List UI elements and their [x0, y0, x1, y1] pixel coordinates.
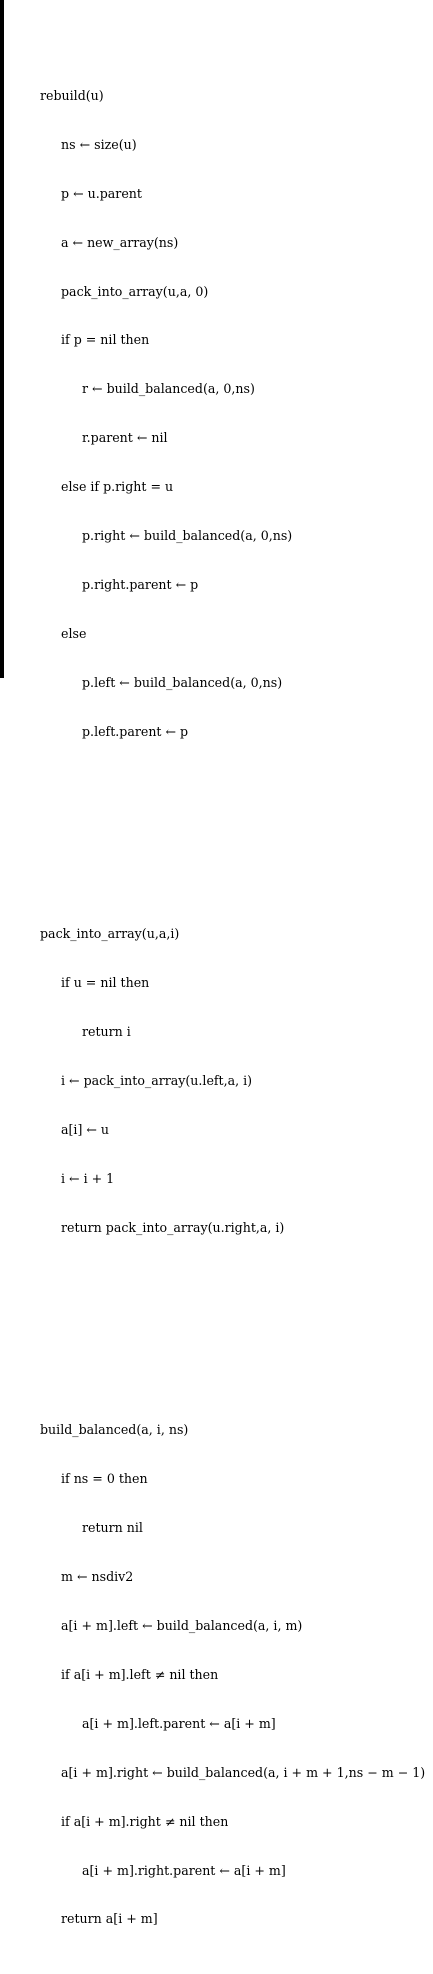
code-line: pack_into_array(u,a,i) — [40, 926, 180, 942]
code-line: a[i + m].right ← build_balanced(a, i + m + 1,ns − m − 1) — [61, 1764, 426, 1780]
code-line: if u = nil then — [61, 975, 150, 991]
code-line: if ns = 0 then — [61, 1471, 148, 1487]
code-line: ns ← size(u) — [61, 136, 137, 152]
code-line: else — [61, 625, 87, 641]
code-line: return nil — [82, 1520, 143, 1536]
code-line: a[i + m].left ← build_balanced(a, i, m) — [61, 1618, 303, 1634]
code-line: return a[i + m] — [61, 1911, 158, 1927]
code-line: a ← new_array(ns) — [61, 234, 179, 250]
code-line: if a[i + m].left ≠ nil then — [61, 1666, 219, 1682]
code-line: if p = nil then — [61, 332, 150, 348]
code-line: m ← nsdiv2 — [61, 1569, 134, 1585]
code-line: i ← pack_into_array(u.left,a, i) — [61, 1073, 253, 1089]
code-line: i ← i + 1 — [61, 1170, 115, 1186]
function-pack-into-array — [40, 895, 425, 1267]
code-line: p.left.parent ← p — [82, 723, 189, 739]
code-line: r.parent ← nil — [82, 430, 168, 446]
pseudocode-listing — [40, 12, 425, 1974]
function-rebuild — [40, 57, 425, 771]
code-line: p.left ← build_balanced(a, 0,ns) — [82, 674, 283, 690]
code-line: p ← u.parent — [61, 185, 142, 201]
code-line: rebuild(u) — [40, 88, 104, 103]
code-line: if a[i + m].right ≠ nil then — [61, 1813, 229, 1829]
code-line: a[i + m].right.parent ← a[i + m] — [82, 1862, 286, 1878]
code-line: build_balanced(a, i, ns) — [40, 1422, 189, 1438]
code-line: return i — [82, 1024, 131, 1040]
code-line: r ← build_balanced(a, 0,ns) — [82, 381, 255, 397]
blank-line — [40, 816, 425, 835]
blank-line — [40, 1313, 425, 1332]
code-line: p.right.parent ← p — [82, 576, 199, 592]
left-margin-bar — [0, 0, 4, 678]
code-line: else if p.right = u — [61, 479, 174, 495]
code-line: a[i + m].left.parent ← a[i + m] — [82, 1715, 276, 1731]
function-build-balanced — [40, 1391, 425, 1959]
code-line: p.right ← build_balanced(a, 0,ns) — [82, 528, 293, 544]
code-line: a[i] ← u — [61, 1121, 110, 1137]
code-line: pack_into_array(u,a, 0) — [61, 283, 209, 299]
code-line: return pack_into_array(u.right,a, i) — [61, 1219, 285, 1235]
